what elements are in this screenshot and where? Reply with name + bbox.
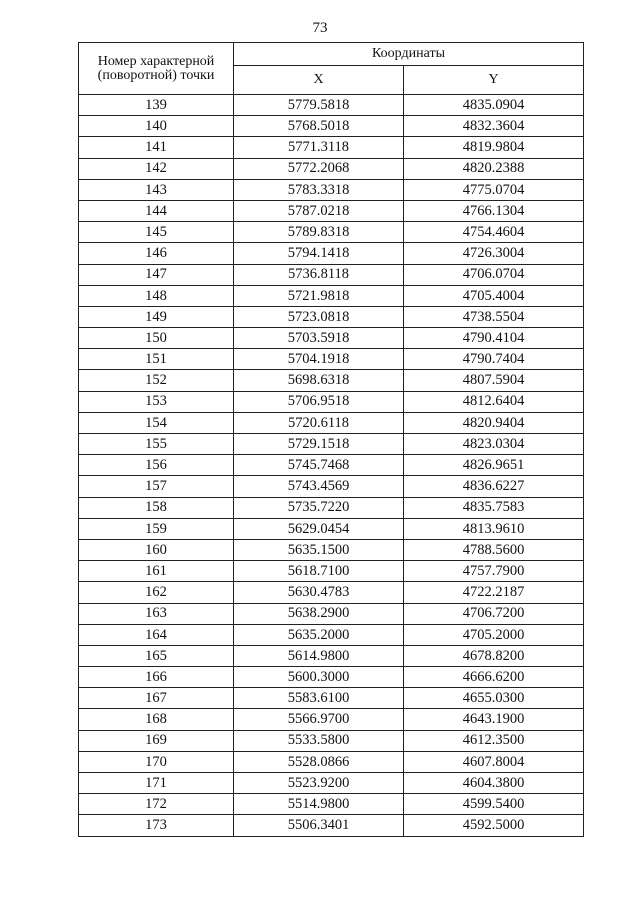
point-number-cell: 165 xyxy=(79,645,234,666)
y-coordinate-cell: 4705.2000 xyxy=(404,624,584,645)
y-coordinate-cell: 4706.0704 xyxy=(404,264,584,285)
point-number-cell: 157 xyxy=(79,476,234,497)
y-coordinate-cell: 4666.6200 xyxy=(404,667,584,688)
table-row xyxy=(79,561,584,582)
y-coordinate-cell: 4726.3004 xyxy=(404,243,584,264)
y-coordinate-cell: 4754.4604 xyxy=(404,222,584,243)
x-coordinate-cell: 5783.3318 xyxy=(234,179,404,200)
table-row xyxy=(79,773,584,794)
y-coordinate-cell: 4612.3500 xyxy=(404,730,584,751)
point-number-cell: 160 xyxy=(79,539,234,560)
y-coordinate-cell: 4835.7583 xyxy=(404,497,584,518)
point-number-cell: 144 xyxy=(79,200,234,221)
y-coordinate-cell: 4738.5504 xyxy=(404,306,584,327)
point-number-cell: 147 xyxy=(79,264,234,285)
table-row xyxy=(79,476,584,497)
x-coordinate-cell: 5794.1418 xyxy=(234,243,404,264)
table-row xyxy=(79,306,584,327)
x-coordinate-cell: 5600.3000 xyxy=(234,667,404,688)
y-coordinate-cell: 4722.2187 xyxy=(404,582,584,603)
point-number-cell: 148 xyxy=(79,285,234,306)
x-coordinate-cell: 5779.5818 xyxy=(234,95,404,116)
y-coordinate-cell: 4832.3604 xyxy=(404,116,584,137)
x-coordinate-cell: 5723.0818 xyxy=(234,306,404,327)
y-coordinate-cell: 4592.5000 xyxy=(404,815,584,836)
point-number-cell: 154 xyxy=(79,412,234,433)
table-row xyxy=(79,370,584,391)
y-coordinate-cell: 4835.0904 xyxy=(404,95,584,116)
point-number-cell: 139 xyxy=(79,95,234,116)
point-number-cell: 167 xyxy=(79,688,234,709)
y-coordinate-cell: 4705.4004 xyxy=(404,285,584,306)
point-number-cell: 153 xyxy=(79,391,234,412)
y-coordinate-cell: 4678.8200 xyxy=(404,645,584,666)
point-number-cell: 166 xyxy=(79,667,234,688)
x-coordinate-cell: 5635.2000 xyxy=(234,624,404,645)
x-coordinate-cell: 5630.4783 xyxy=(234,582,404,603)
y-header: Y xyxy=(404,66,584,95)
point-number-cell: 146 xyxy=(79,243,234,264)
table-row xyxy=(79,624,584,645)
x-coordinate-cell: 5514.9800 xyxy=(234,794,404,815)
point-number-cell: 149 xyxy=(79,306,234,327)
table-row xyxy=(79,667,584,688)
x-coordinate-cell: 5523.9200 xyxy=(234,773,404,794)
y-coordinate-cell: 4812.6404 xyxy=(404,391,584,412)
table-row xyxy=(79,497,584,518)
x-coordinate-cell: 5635.1500 xyxy=(234,539,404,560)
point-number-cell: 170 xyxy=(79,751,234,772)
table-row xyxy=(79,158,584,179)
y-coordinate-cell: 4813.9610 xyxy=(404,518,584,539)
point-number-cell: 163 xyxy=(79,603,234,624)
table-row xyxy=(79,645,584,666)
table-row xyxy=(79,264,584,285)
x-coordinate-cell: 5735.7220 xyxy=(234,497,404,518)
point-number-cell: 155 xyxy=(79,434,234,455)
y-coordinate-cell: 4836.6227 xyxy=(404,476,584,497)
point-number-cell: 162 xyxy=(79,582,234,603)
point-number-cell: 141 xyxy=(79,137,234,158)
x-coordinate-cell: 5771.3118 xyxy=(234,137,404,158)
point-number-cell: 171 xyxy=(79,773,234,794)
x-header: X xyxy=(234,66,404,95)
table-row xyxy=(79,349,584,370)
x-coordinate-cell: 5736.8118 xyxy=(234,264,404,285)
y-coordinate-cell: 4826.9651 xyxy=(404,455,584,476)
y-coordinate-cell: 4790.7404 xyxy=(404,349,584,370)
point-number-cell: 168 xyxy=(79,709,234,730)
x-coordinate-cell: 5638.2900 xyxy=(234,603,404,624)
point-number-cell: 150 xyxy=(79,328,234,349)
point-number-cell: 156 xyxy=(79,455,234,476)
table-row xyxy=(79,688,584,709)
y-coordinate-cell: 4819.9804 xyxy=(404,137,584,158)
point-number-cell: 152 xyxy=(79,370,234,391)
x-coordinate-cell: 5706.9518 xyxy=(234,391,404,412)
x-coordinate-cell: 5743.4569 xyxy=(234,476,404,497)
x-coordinate-cell: 5787.0218 xyxy=(234,200,404,221)
y-coordinate-cell: 4766.1304 xyxy=(404,200,584,221)
y-coordinate-cell: 4607.8004 xyxy=(404,751,584,772)
y-coordinate-cell: 4823.0304 xyxy=(404,434,584,455)
y-coordinate-cell: 4655.0300 xyxy=(404,688,584,709)
y-coordinate-cell: 4757.7900 xyxy=(404,561,584,582)
x-coordinate-cell: 5614.9800 xyxy=(234,645,404,666)
table-row xyxy=(79,518,584,539)
table-row xyxy=(79,794,584,815)
x-coordinate-cell: 5729.1518 xyxy=(234,434,404,455)
point-number-cell: 172 xyxy=(79,794,234,815)
table-row xyxy=(79,285,584,306)
table-row xyxy=(79,434,584,455)
point-number-cell: 158 xyxy=(79,497,234,518)
y-coordinate-cell: 4788.5600 xyxy=(404,539,584,560)
table-row xyxy=(79,95,584,116)
x-coordinate-cell: 5703.5918 xyxy=(234,328,404,349)
table-row xyxy=(79,179,584,200)
point-number-cell: 151 xyxy=(79,349,234,370)
table-row xyxy=(79,412,584,433)
x-coordinate-cell: 5721.9818 xyxy=(234,285,404,306)
table-row xyxy=(79,539,584,560)
table-header xyxy=(79,43,584,95)
x-coordinate-cell: 5772.2068 xyxy=(234,158,404,179)
y-coordinate-cell: 4775.0704 xyxy=(404,179,584,200)
table-row xyxy=(79,751,584,772)
point-number-cell: 140 xyxy=(79,116,234,137)
x-coordinate-cell: 5528.0866 xyxy=(234,751,404,772)
x-coordinate-cell: 5745.7468 xyxy=(234,455,404,476)
x-coordinate-cell: 5618.7100 xyxy=(234,561,404,582)
table-body xyxy=(79,95,584,837)
point-number-cell: 169 xyxy=(79,730,234,751)
point-number-cell: 145 xyxy=(79,222,234,243)
y-coordinate-cell: 4820.2388 xyxy=(404,158,584,179)
table-row xyxy=(79,328,584,349)
y-coordinate-cell: 4604.3800 xyxy=(404,773,584,794)
x-coordinate-cell: 5768.5018 xyxy=(234,116,404,137)
y-coordinate-cell: 4790.4104 xyxy=(404,328,584,349)
x-coordinate-cell: 5789.8318 xyxy=(234,222,404,243)
y-coordinate-cell: 4643.1900 xyxy=(404,709,584,730)
x-coordinate-cell: 5629.0454 xyxy=(234,518,404,539)
coordinates-header: Координаты xyxy=(234,43,584,66)
x-coordinate-cell: 5698.6318 xyxy=(234,370,404,391)
point-number-cell: 164 xyxy=(79,624,234,645)
table-row xyxy=(79,709,584,730)
x-coordinate-cell: 5533.5800 xyxy=(234,730,404,751)
y-coordinate-cell: 4807.5904 xyxy=(404,370,584,391)
point-number-header: Номер характерной (поворотной) точки xyxy=(79,43,234,95)
x-coordinate-cell: 5583.6100 xyxy=(234,688,404,709)
table-row xyxy=(79,137,584,158)
x-coordinate-cell: 5704.1918 xyxy=(234,349,404,370)
point-number-cell: 143 xyxy=(79,179,234,200)
table-row xyxy=(79,200,584,221)
table-row xyxy=(79,243,584,264)
table-row xyxy=(79,391,584,412)
table-row xyxy=(79,222,584,243)
table-row xyxy=(79,730,584,751)
table-row xyxy=(79,815,584,836)
table-row xyxy=(79,582,584,603)
table-row xyxy=(79,116,584,137)
x-coordinate-cell: 5506.3401 xyxy=(234,815,404,836)
y-coordinate-cell: 4599.5400 xyxy=(404,794,584,815)
x-coordinate-cell: 5720.6118 xyxy=(234,412,404,433)
table-row xyxy=(79,603,584,624)
page-number: 73 xyxy=(312,20,328,36)
y-coordinate-cell: 4820.9404 xyxy=(404,412,584,433)
point-number-cell: 142 xyxy=(79,158,234,179)
x-coordinate-cell: 5566.9700 xyxy=(234,709,404,730)
point-number-cell: 161 xyxy=(79,561,234,582)
y-coordinate-cell: 4706.7200 xyxy=(404,603,584,624)
point-number-cell: 159 xyxy=(79,518,234,539)
point-number-cell: 173 xyxy=(79,815,234,836)
coordinates-table xyxy=(78,42,584,837)
table-row xyxy=(79,455,584,476)
